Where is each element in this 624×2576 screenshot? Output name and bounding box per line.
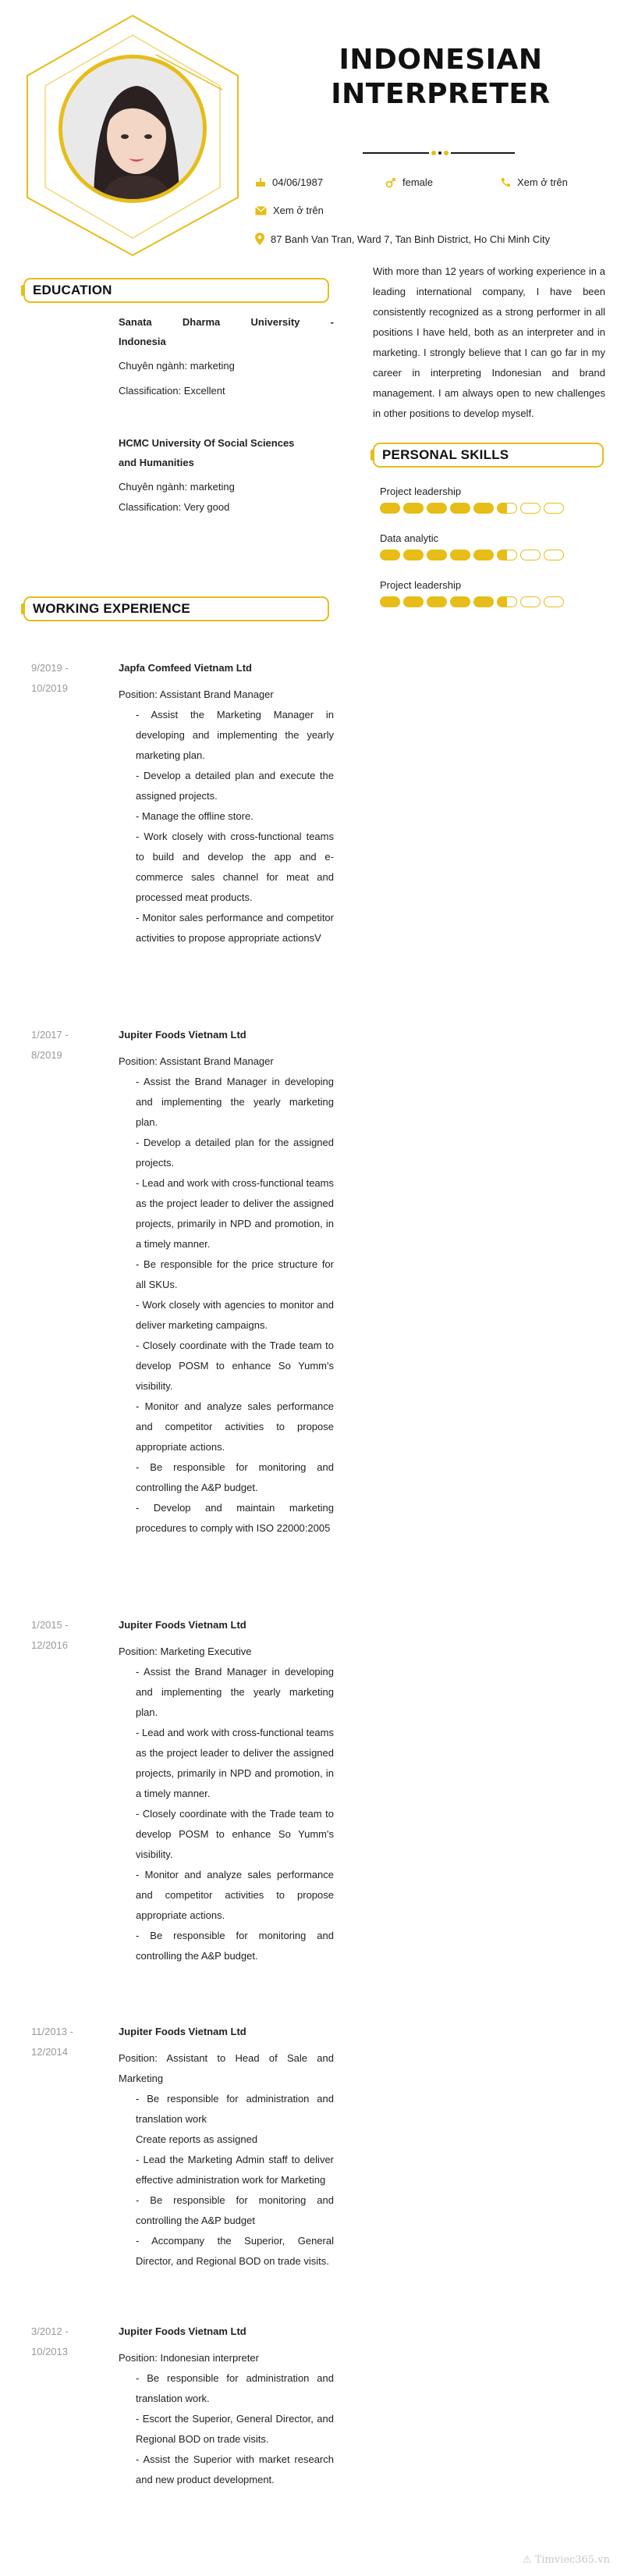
profile-photo-frame <box>16 12 250 258</box>
job-position: Position: Assistant to Head of Sale and Marketing <box>119 2052 334 2084</box>
skill-item <box>380 484 583 514</box>
job-dates <box>31 2022 86 2062</box>
job-date-start: 11/2013 - <box>31 2026 73 2037</box>
job-duty-item: - Monitor sales performance and competitor activities to propose appropriate actionsV <box>136 912 334 944</box>
skill-rating-segment <box>380 550 400 560</box>
skill-rating-segment <box>427 550 447 560</box>
job-duty-item: - Develop a detailed plan and execute the assigned projects. <box>136 770 334 802</box>
job-details <box>119 658 334 948</box>
career-summary: With more than 12 years of working experience in a leading international company, I have been consistently recognized as a strong performer in all positions I have held, both as an interpreter and in marketing. I strongly believe that I can go far in my career in interpreting Indonesian and brand management. I am always open to new challenges in other positions to develop myself. <box>373 265 605 419</box>
skill-rating-segment <box>520 596 541 607</box>
job-dates <box>31 658 86 699</box>
job-duty-item: - Be responsible for administration and translation work <box>136 2093 334 2125</box>
page-title <box>296 43 585 112</box>
watermark-text: Timviec365.vn <box>534 2554 610 2566</box>
phone-icon <box>500 177 511 188</box>
job-position: Position: Assistant Brand Manager <box>119 1055 274 1067</box>
job-duties <box>119 1072 334 1539</box>
skill-rating-segment <box>497 550 517 560</box>
work-experience-section-header: WORKING EXPERIENCE <box>23 596 329 621</box>
skill-rating-segment <box>473 503 494 514</box>
job-details <box>119 2022 334 2272</box>
job-details <box>119 2322 334 2490</box>
skill-rating-segment <box>544 596 564 607</box>
job-position: Position: Marketing Executive <box>119 1646 252 1657</box>
title-line-2: INTERPRETER <box>331 78 551 110</box>
job-date-start: 1/2015 - <box>31 1619 69 1631</box>
school-name: HCMC University Of Social Sciences <box>119 437 295 449</box>
school-name: Sanata Dharma University - <box>119 316 334 328</box>
job-duty-item: - Assist the Brand Manager in developing and implementing the yearly marketing plan. <box>136 1076 334 1128</box>
job-duty-item: - Be responsible for monitoring and controlling the A&P budget. <box>136 1930 334 1962</box>
job-company: Jupiter Foods Vietnam Ltd <box>119 2325 246 2337</box>
skill-rating-segment <box>450 550 470 560</box>
job-date-start: 3/2012 - <box>31 2325 69 2337</box>
job-details <box>119 1615 334 1966</box>
job-duty-item: - Assist the Marketing Manager in developing and implementing the yearly marketing plan. <box>136 709 334 761</box>
skill-rating-bar <box>380 503 583 514</box>
job-dates <box>31 1025 86 1066</box>
skill-rating-segment <box>380 596 400 607</box>
job-date-end: 12/2016 <box>31 1639 68 1651</box>
job-details <box>119 1025 334 1539</box>
job-company: Jupiter Foods Vietnam Ltd <box>119 1029 246 1041</box>
gender: female <box>402 176 434 188</box>
education-major: Chuyên ngành: marketing <box>119 481 235 493</box>
job-date-end: 10/2019 <box>31 682 68 694</box>
skill-rating-segment <box>497 503 517 514</box>
skill-rating-segment <box>544 550 564 560</box>
skill-rating-segment <box>497 596 517 607</box>
skill-rating-bar <box>380 596 583 607</box>
email-row <box>255 205 324 216</box>
skill-rating-segment <box>450 596 470 607</box>
skill-rating-segment <box>380 503 400 514</box>
skill-rating-segment <box>520 550 541 560</box>
job-dates <box>31 2322 86 2362</box>
education-classification: Classification: Very good <box>119 501 230 513</box>
job-company: Jupiter Foods Vietnam Ltd <box>119 1619 246 1631</box>
cake-icon <box>255 177 266 187</box>
job-company: Jupiter Foods Vietnam Ltd <box>119 2026 246 2037</box>
skill-rating-segment <box>473 596 494 607</box>
job-duty-item: Create reports as assigned <box>136 2133 258 2145</box>
skill-name: Data analytic <box>380 532 439 544</box>
skill-rating-segment <box>403 596 424 607</box>
gender-row <box>385 176 433 188</box>
job-duty-item: - Escort the Superior, General Director, and Regional BOD on trade visits. <box>136 2413 334 2445</box>
job-position: Position: Assistant Brand Manager <box>119 688 274 700</box>
job-duty-item: - Closely coordinate with the Trade team to develop POSM to enhance So Yumm's visibility. <box>136 1808 334 1860</box>
skill-rating-segment <box>403 550 424 560</box>
job-duties <box>119 705 334 948</box>
job-duty-item: - Closely coordinate with the Trade team to develop POSM to enhance So Yumm's visibility. <box>136 1340 334 1392</box>
phone-row <box>500 176 568 188</box>
job-duty-item: - Work closely with cross-functional teams to build and develop the app and e-commerce sales channel for meat and processed meat products. <box>136 831 334 903</box>
education-classification: Classification: Excellent <box>119 385 225 397</box>
email-icon <box>255 206 267 215</box>
watermark <box>523 2554 610 2566</box>
gender-icon <box>385 177 396 188</box>
job-date-end: 12/2014 <box>31 2046 68 2058</box>
job-duty-item: - Work closely with agencies to monitor and deliver marketing campaigns. <box>136 1299 334 1331</box>
job-duties <box>119 2368 334 2490</box>
watermark-icon: ⚠ <box>522 2554 535 2566</box>
phone: Xem ở trên <box>517 176 568 188</box>
job-duty-item: - Monitor and analyze sales performance and competitor activities to propose appropriate actions. <box>136 1400 334 1453</box>
school-name-cont: and Humanities <box>119 457 194 468</box>
skill-rating-segment <box>427 503 447 514</box>
job-duty-item: - Assist the Superior with market research and new product development. <box>136 2453 334 2485</box>
job-date-end: 10/2013 <box>31 2346 68 2357</box>
title-divider <box>363 148 515 158</box>
skill-item <box>380 578 583 607</box>
title-line-1: INDONESIAN <box>339 44 543 76</box>
job-date-start: 9/2019 - <box>31 662 69 674</box>
job-position: Position: Indonesian interpreter <box>119 2352 259 2364</box>
address-row <box>255 233 550 245</box>
job-duty-item: - Accompany the Superior, General Director, and Regional BOD on trade visits. <box>136 2235 334 2267</box>
skill-rating-segment <box>520 503 541 514</box>
job-duty-item: - Be responsible for administration and translation work. <box>136 2372 334 2404</box>
email: Xem ở trên <box>273 205 324 216</box>
skill-rating-segment <box>473 550 494 560</box>
skill-rating-segment <box>544 503 564 514</box>
address: 87 Banh Van Tran, Ward 7, Tan Binh District, Ho Chi Minh City <box>271 233 551 245</box>
avatar <box>58 55 207 203</box>
job-duty-item: - Be responsible for the price structure for all SKUs. <box>136 1258 334 1290</box>
skill-rating-bar <box>380 550 583 560</box>
job-company: Japfa Comfeed Vietnam Ltd <box>119 662 252 674</box>
education-item <box>119 312 334 401</box>
job-duties <box>119 1662 334 1966</box>
job-duty-item: - Be responsible for monitoring and controlling the A&P budget <box>136 2194 334 2226</box>
skill-item <box>380 531 583 560</box>
job-duties <box>119 2089 334 2272</box>
job-dates <box>31 1615 86 1656</box>
personal-skills-section-header: PERSONAL SKILLS <box>373 443 604 468</box>
job-date-end: 8/2019 <box>31 1049 62 1061</box>
skill-name: Project leadership <box>380 579 462 591</box>
job-duty-item: - Monitor and analyze sales performance and competitor activities to propose appropriate actions. <box>136 1869 334 1921</box>
job-duty-item: - Develop and maintain marketing procedures to comply with ISO 22000:2005 <box>136 1502 334 1534</box>
birthdate: 04/06/1987 <box>272 176 324 188</box>
skill-rating-segment <box>427 596 447 607</box>
location-pin-icon <box>255 233 264 245</box>
school-name-cont: Indonesia <box>119 336 166 347</box>
job-duty-item: - Be responsible for monitoring and controlling the A&P budget. <box>136 1461 334 1493</box>
skill-rating-segment <box>450 503 470 514</box>
birthdate-row <box>255 176 323 188</box>
skill-rating-segment <box>403 503 424 514</box>
education-section-header: EDUCATION <box>23 278 329 303</box>
job-duty-item: - Lead and work with cross-functional teams as the project leader to deliver the assigned projects, primarily in NPD and promotion, in a timely manner. <box>136 1177 334 1250</box>
job-duty-item: - Lead and work with cross-functional teams as the project leader to deliver the assigned projects, primarily in NPD and promotion, in a timely manner. <box>136 1727 334 1799</box>
job-duty-item: - Assist the Brand Manager in developing and implementing the yearly marketing plan. <box>136 1666 334 1718</box>
job-duty-item: - Manage the offline store. <box>136 810 254 822</box>
job-duty-item: - Develop a detailed plan for the assigned projects. <box>136 1137 334 1169</box>
job-duty-item: - Lead the Marketing Admin staff to deliver effective administration work for Marketing <box>136 2154 334 2186</box>
skill-name: Project leadership <box>380 486 462 497</box>
job-date-start: 1/2017 - <box>31 1029 69 1041</box>
education-item <box>119 433 334 518</box>
education-major: Chuyên ngành: marketing <box>119 360 235 372</box>
